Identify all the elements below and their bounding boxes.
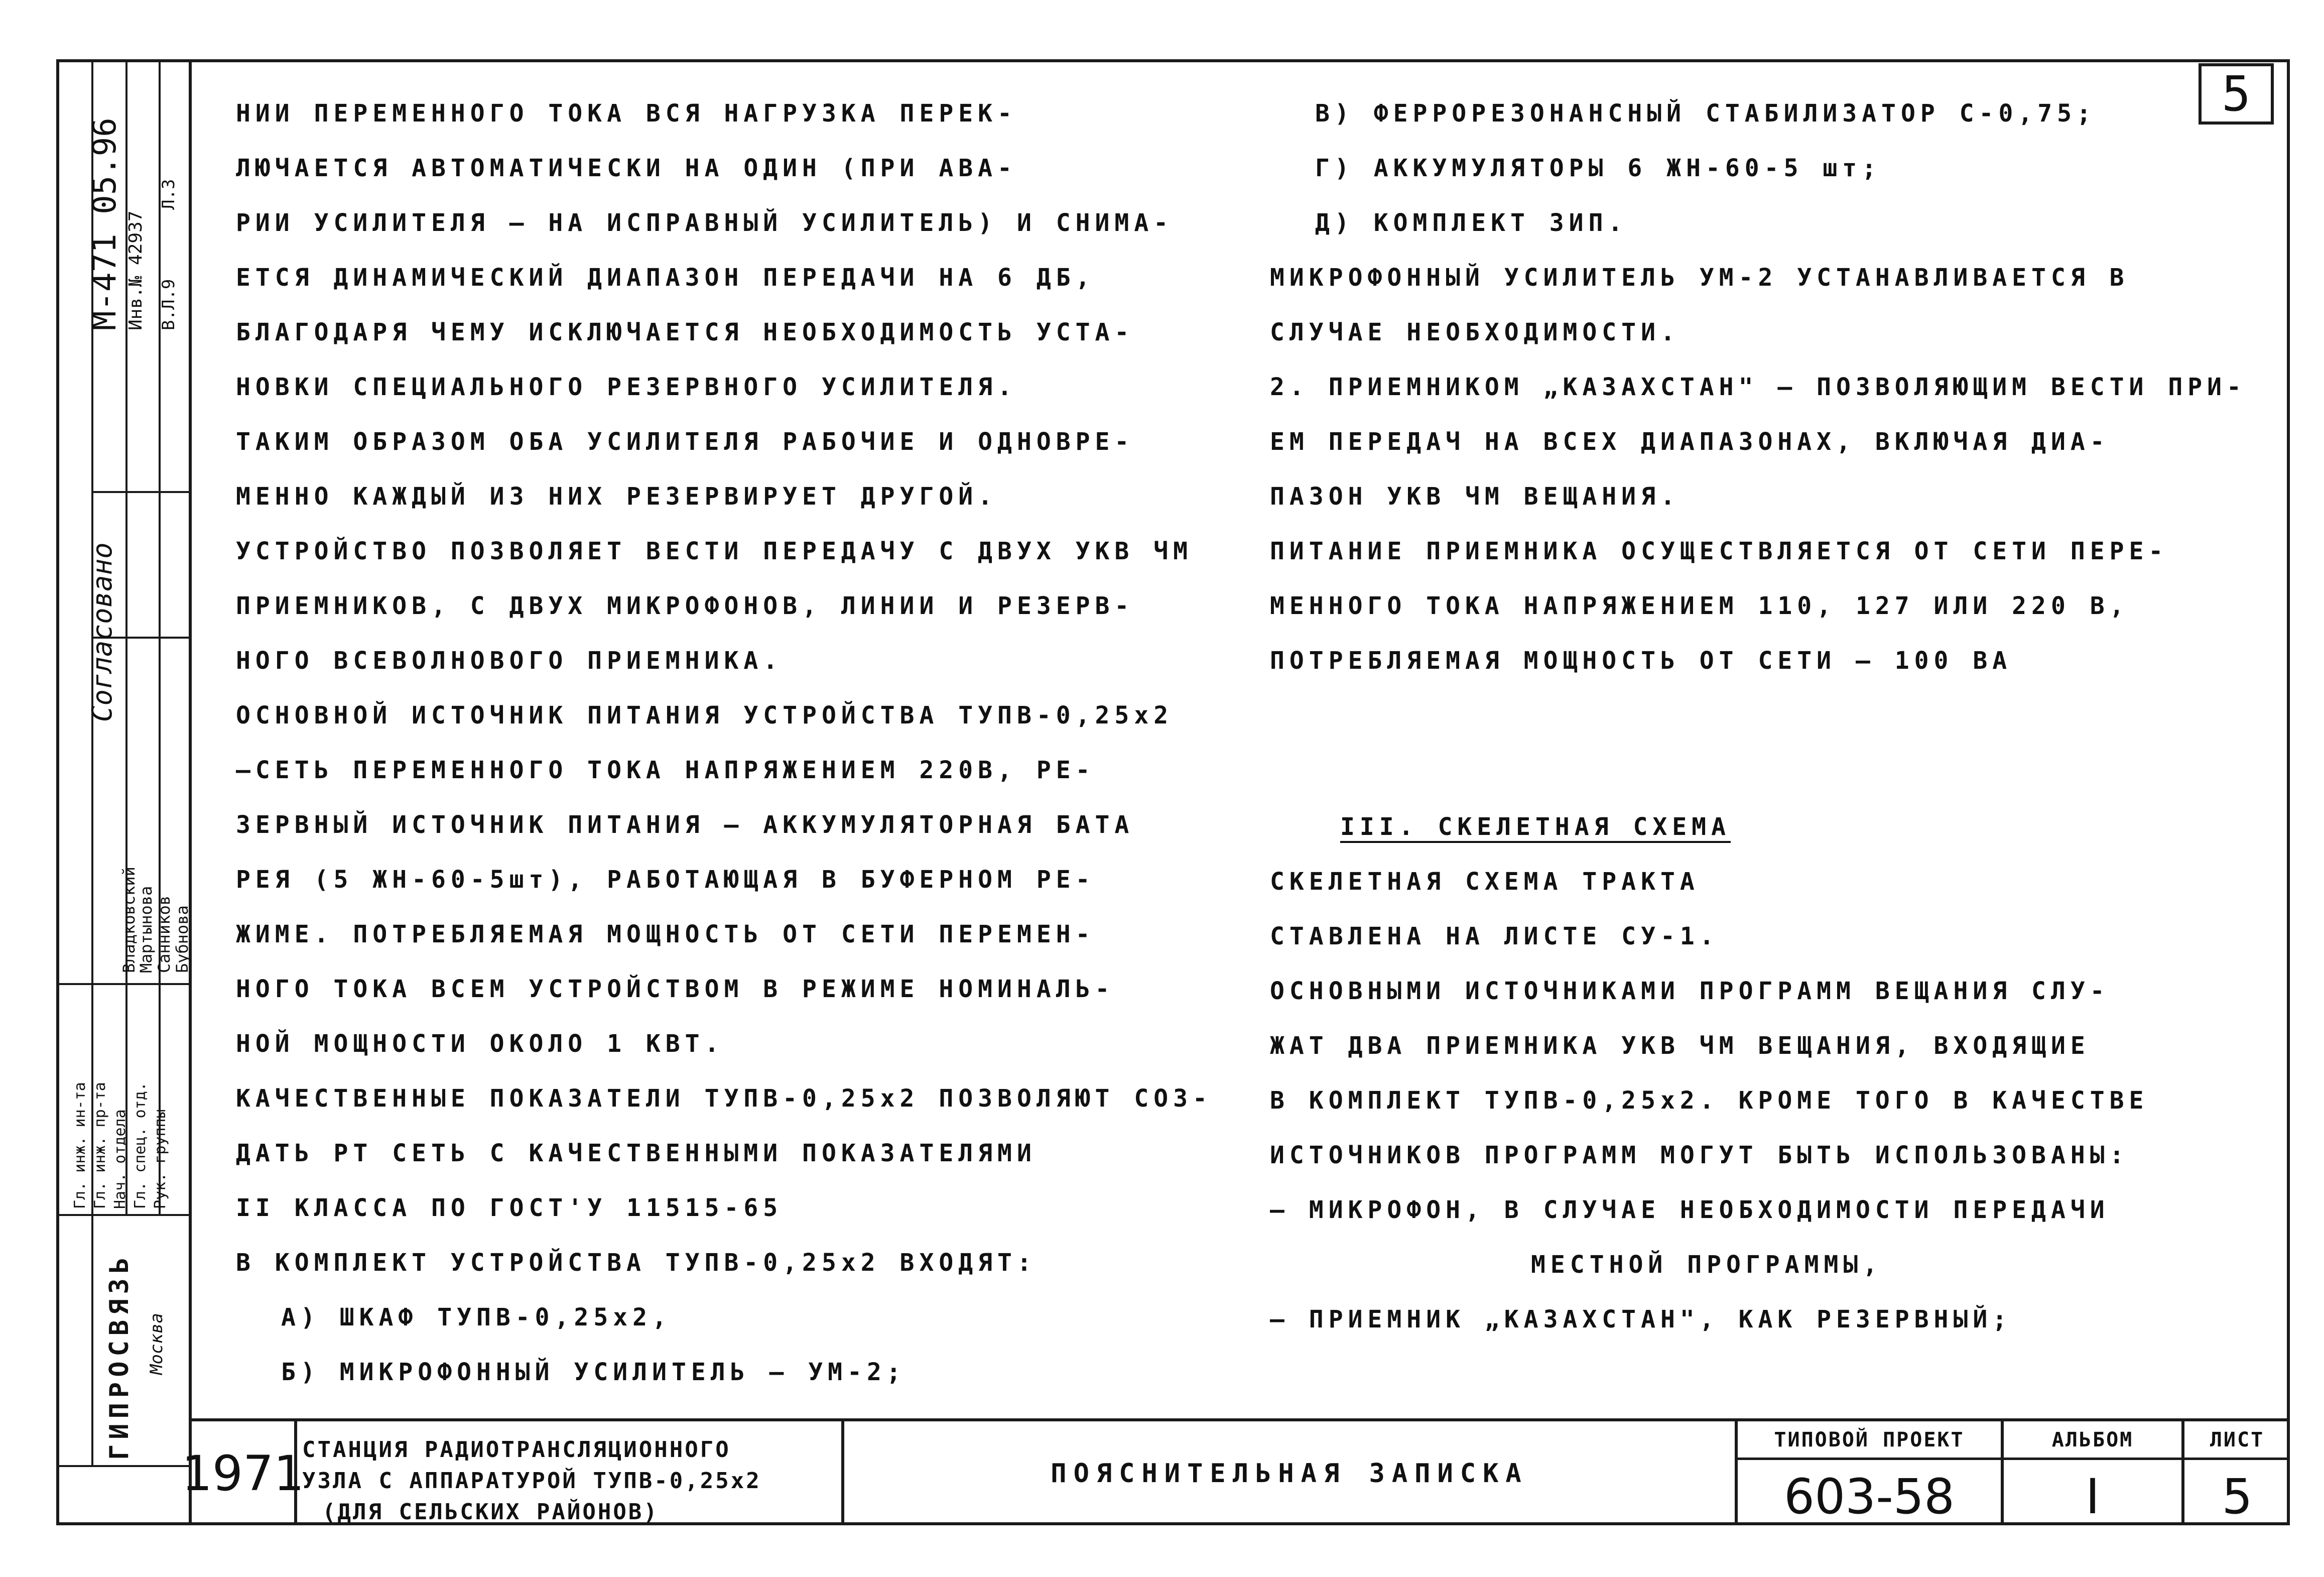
text-line: ОСНОВНОЙ ИСТОЧНИК ПИТАНИЯ УСТРОЙСТВА ТУПВ-0,25х2 <box>236 701 1174 730</box>
project-title-line: (ДЛЯ СЕЛЬСКИХ РАЙОНОВ) <box>322 1499 659 1525</box>
list-item: Д) КОМПЛЕКТ ЗИП. <box>1315 209 1628 237</box>
year-cell: 1971 <box>192 1421 297 1525</box>
text-line: ЛЮЧАЕТСЯ АВТОМАТИЧЕСКИ НА ОДИН (ПРИ АВА- <box>236 154 1017 182</box>
strip-divider <box>56 1465 192 1467</box>
text-line: ПРИЕМНИКОВ, С ДВУХ МИКРОФОНОВ, ЛИНИИ И РЕЗЕРВ- <box>236 592 1134 620</box>
text-line: ЖИМЕ. ПОТРЕБЛЯЕМАЯ МОЩНОСТЬ ОТ СЕТИ ПЕРЕМЕН- <box>236 920 1095 948</box>
text-line: МЕННОГО ТОКА НАПРЯЖЕНИЕМ 110, 127 ИЛИ 220 В, <box>1270 592 2129 620</box>
inv-label: Инв.№ 42937 <box>125 210 146 330</box>
text-line: ПОТРЕБЛЯЕМАЯ МОЩНОСТЬ ОТ СЕТИ — 100 ВА <box>1270 647 2012 675</box>
ref-a: Л.3 <box>159 179 179 210</box>
sheet-cell <box>2184 1421 2290 1525</box>
text-line: 2. ПРИЕМНИКОМ „КАЗАХСТАН" — ПОЗВОЛЯЮЩИМ ВЕСТИ ПРИ- <box>1270 373 2246 401</box>
strip-divider <box>56 983 192 985</box>
text-line: МЕННО КАЖДЫЙ ИЗ НИХ РЕЗЕРВИРУЕТ ДРУГОЙ. <box>236 482 998 511</box>
ref-b: В.Л.9 <box>159 279 179 330</box>
agreed-stamp: Согласовано <box>86 542 118 722</box>
project-title-line: УЗЛА С АППАРАТУРОЙ ТУПВ-0,25х2 <box>302 1468 761 1494</box>
text-line: ЗЕРВНЫЙ ИСТОЧНИК ПИТАНИЯ — АККУМУЛЯТОРНАЯ БАТА <box>236 811 1134 839</box>
list-item: А) ШКАФ ТУПВ-0,25х2, <box>281 1303 672 1331</box>
list-item: В) ФЕРРОРЕЗОНАНСНЫЙ СТАБИЛИЗАТОР С-0,75; <box>1315 99 2096 128</box>
text-line: БЛАГОДАРЯ ЧЕМУ ИСКЛЮЧАЕТСЯ НЕОБХОДИМОСТЬ УСТА- <box>236 318 1134 346</box>
list-item: Б) МИКРОФОННЫЙ УСИЛИТЕЛЬ — УМ-2; <box>281 1358 906 1386</box>
role-1: Гл. инж. ин-та <box>71 1082 89 1209</box>
text-line: В КОМПЛЕКТ УСТРОЙСТВА ТУПВ-0,25х2 ВХОДЯТ: <box>236 1249 1037 1277</box>
project-title-cell <box>297 1421 844 1525</box>
project-label: ТИПОВОЙ ПРОЕКТ <box>1738 1428 2001 1460</box>
text-line: РЕЯ (5 ЖН-60-5шт), РАБОТАЮЩАЯ В БУФЕРНОМ РЕ- <box>236 866 1095 894</box>
text-line: НОВКИ СПЕЦИАЛЬНОГО РЕЗЕРВНОГО УСИЛИТЕЛЯ. <box>236 373 1017 401</box>
page-number: 5 <box>2199 63 2274 125</box>
right-text-column <box>1270 86 2254 1347</box>
text-line: ОСНОВНЫМИ ИСТОЧНИКАМИ ПРОГРАММ ВЕЩАНИЯ СЛУ- <box>1270 977 2110 1005</box>
text-line: СЛУЧАЕ НЕОБХОДИМОСТИ. <box>1270 318 1680 346</box>
strip-divider <box>56 1214 192 1216</box>
text-line: ДАТЬ РТ СЕТЬ С КАЧЕСТВЕННЫМИ ПОКАЗАТЕЛЯМИ <box>236 1139 1037 1167</box>
text-line: НИИ ПЕРЕМЕННОГО ТОКА ВСЯ НАГРУЗКА ПЕРЕК- <box>236 99 1017 128</box>
role-3: Нач. отдела <box>111 1109 129 1209</box>
text-line: РИИ УСИЛИТЕЛЯ — НА ИСПРАВНЫЙ УСИЛИТЕЛЬ) И СНИМА- <box>236 209 1174 237</box>
name-3: Санников <box>155 895 174 973</box>
text-line: НОГО ВСЕВОЛНОВОГО ПРИЕМНИКА. <box>236 647 783 675</box>
album-label: АЛЬБОМ <box>2004 1428 2181 1460</box>
text-line: НОГО ТОКА ВСЕМ УСТРОЙСТВОМ В РЕЖИМЕ НОМИНАЛЬ- <box>236 975 1115 1003</box>
text-line: СТАВЛЕНА НА ЛИСТЕ СУ-1. <box>1270 922 1719 950</box>
text-line: В КОМПЛЕКТ ТУПВ-0,25х2. КРОМЕ ТОГО В КАЧЕСТВЕ <box>1270 1086 2149 1115</box>
text-line: — ПРИЕМНИК „КАЗАХСТАН", КАК РЕЗЕРВНЫЙ; <box>1270 1305 2012 1333</box>
sheet-label: ЛИСТ <box>2184 1428 2290 1460</box>
text-line: ТАКИМ ОБРАЗОМ ОБА УСИЛИТЕЛЯ РАБОЧИЕ И ОДНОВРЕ- <box>236 428 1134 456</box>
text-line: НОЙ МОЩНОСТИ ОКОЛО 1 КВТ. <box>236 1030 724 1058</box>
text-line: ЖАТ ДВА ПРИЕМНИКА УКВ ЧМ ВЕЩАНИЯ, ВХОДЯЩИЕ <box>1270 1032 2090 1060</box>
text-line: МИКРОФОННЫЙ УСИЛИТЕЛЬ УМ-2 УСТАНАВЛИВАЕТСЯ В <box>1270 264 2129 292</box>
text-line: ИСТОЧНИКОВ ПРОГРАММ МОГУТ БЫТЬ ИСПОЛЬЗОВАНЫ: <box>1270 1141 2129 1169</box>
org-name: ГИПРОСВЯЗЬ <box>104 1252 135 1460</box>
section-gap <box>1270 688 2254 800</box>
role-5: Рук. группы <box>152 1109 169 1209</box>
name-1: Владковский <box>119 867 139 973</box>
project-number: 603-58 <box>1783 1469 1955 1525</box>
strip-divider <box>91 491 192 493</box>
text-line: СКЕЛЕТНАЯ СХЕМА ТРАКТА <box>1270 868 1700 896</box>
sheet-value: 5 <box>2222 1469 2253 1525</box>
doc-code: М-471 05.96 <box>86 117 123 330</box>
album-cell <box>2004 1421 2184 1525</box>
text-line: КАЧЕСТВЕННЫЕ ПОКАЗАТЕЛИ ТУПВ-0,25х2 ПОЗВОЛЯЮТ СОЗ- <box>236 1084 1212 1113</box>
project-title-line: СТАНЦИЯ РАДИОТРАНСЛЯЦИОННОГО <box>302 1437 731 1463</box>
text-line: ПАЗОН УКВ ЧМ ВЕЩАНИЯ. <box>1270 482 1680 511</box>
text-line: ЕМ ПЕРЕДАЧ НА ВСЕХ ДИАПАЗОНАХ, ВКЛЮЧАЯ ДИА- <box>1270 428 2110 456</box>
section-title: III. СКЕЛЕТНАЯ СХЕМА <box>1340 813 1731 841</box>
text-line: МЕСТНОЙ ПРОГРАММЫ, <box>1531 1251 1883 1279</box>
role-4: Гл. спец. отд. <box>132 1082 149 1209</box>
left-text-column <box>236 86 1215 1400</box>
text-line: — МИКРОФОН, В СЛУЧАЕ НЕОБХОДИМОСТИ ПЕРЕДАЧИ <box>1270 1196 2110 1224</box>
text-line: —СЕТЬ ПЕРЕМЕННОГО ТОКА НАПРЯЖЕНИЕМ 220В, РЕ- <box>236 756 1095 784</box>
text-line: ЕТСЯ ДИНАМИЧЕСКИЙ ДИАПАЗОН ПЕРЕДАЧИ НА 6 ДБ, <box>236 264 1095 292</box>
name-2: Мартынова <box>137 886 156 973</box>
text-line: УСТРОЙСТВО ПОЗВОЛЯЕТ ВЕСТИ ПЕРЕДАЧУ С ДВУХ УКВ ЧМ <box>236 537 1193 565</box>
role-2: Гл. инж. пр-та <box>91 1082 109 1209</box>
title-block <box>181 1418 2290 1525</box>
project-number-cell <box>1738 1421 2004 1525</box>
list-item: Г) АККУМУЛЯТОРЫ 6 ЖН-60-5 шт; <box>1315 154 1882 182</box>
name-4: Бубнова <box>173 905 192 973</box>
document-name-cell: ПОЯСНИТЕЛЬНАЯ ЗАПИСКА <box>844 1421 1738 1525</box>
org-city: Москва <box>147 1313 167 1375</box>
text-line: II КЛАССА ПО ГОСТ'У 11515-65 <box>236 1194 783 1222</box>
text-line: ПИТАНИЕ ПРИЕМНИКА ОСУЩЕСТВЛЯЕТСЯ ОТ СЕТИ ПЕРЕ- <box>1270 537 2168 565</box>
album-value: I <box>2085 1469 2100 1525</box>
side-stamp <box>56 59 192 1525</box>
